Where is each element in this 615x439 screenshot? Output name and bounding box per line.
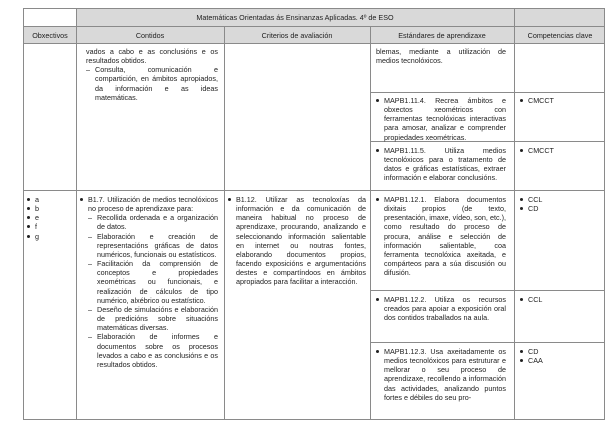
competence-item: CMCCT: [520, 146, 600, 155]
row2-competence-a-cell: [520, 195, 600, 213]
row1-competence-b-cell: [520, 146, 600, 155]
row2-objectives-cell: [27, 195, 73, 241]
objective-item: a: [27, 195, 73, 204]
standard-item: MAPB1.11.5. Utiliza medios tecnolóxicos para o tratamento de datos e gráficas estatísticas, extraer información e elaborar conclusións.: [376, 146, 506, 183]
competence-item: CMCCT: [520, 96, 600, 105]
competence-item: CAA: [520, 356, 600, 365]
grid-line: [24, 26, 605, 27]
objective-item: e: [27, 213, 73, 222]
grid-line: [76, 9, 77, 420]
criterion-item: B1.12. Utilizar as tecnoloxías da información e da comunicación de maneira habitual no proceso de aprendizaxe, procurando, analizando e seleccionando información salientable en internet ou noutras fontes, elaborando documentos propios, facendo exposicións e argumentacións destes e compartíndoos en ámbitos apropiados para facilitar a interacción.: [228, 195, 366, 287]
row2-standard-c-cell: [376, 347, 506, 420]
header-standards: Estándares de aprendizaxe: [398, 31, 486, 40]
row2-standard-b-cell: [376, 295, 506, 322]
contents-item: – Elaboración e creación de representacións gráficas de datos numéricos, funcionais ou estatísticos.: [88, 232, 218, 259]
competence-item: CD: [520, 204, 600, 213]
standard-item: MAPB1.12.1. Elabora documentos dixitais propios (de texto, presentación, imaxe, vídeo, son, etc.), como resultado do proceso de procura, análise e selección de información salientable, coa ferramenta tecnolóxica axeitada, e compárteos para a súa discusión ou difusión.: [376, 195, 506, 277]
competence-item: CCL: [520, 195, 600, 204]
row2-criteria-cell: [228, 195, 366, 287]
header-criteria: Criterios de avaliación: [261, 31, 333, 40]
contents-heading: B1.7. Utilización de medios tecnolóxicos no proceso de aprendizaxe para:: [80, 195, 218, 213]
header-contents: Contidos: [135, 31, 165, 40]
grid-line: [370, 342, 605, 343]
row1-standard-a-cell: [376, 96, 506, 142]
competence-item: CCL: [520, 295, 600, 304]
row1-competence-a-cell: [520, 96, 600, 105]
table-title: Matemáticas Orientadas ás Ensinanzas Aplicadas. 4º de ESO: [196, 13, 394, 22]
grid-line: [370, 92, 605, 93]
contents-continuation: vados a cabo e as conclusións e os resultados obtidos.: [86, 47, 218, 66]
standard-item: MAPB1.11.4. Recrea ámbitos e obxectos xeométricos con ferramentas tecnolóxicas interactivas para amosar, analizar e comprender propiedades xeométricas.: [376, 96, 506, 142]
contents-item: – Consulta, comunicación e compartición, en ámbitos apropiados, da información e as ideas matemáticas.: [86, 65, 218, 102]
grid-line: [24, 190, 605, 191]
standard-continuation: blemas, mediante a utilización de medios tecnolóxicos.: [376, 47, 506, 66]
contents-item: – Elaboración de informes e documentos sobre os procesos levados a cabo e as conclusións e os resultados obtidos.: [88, 332, 218, 369]
standard-item: MAPB1.12.2. Utiliza os recursos creados para apoiar a exposición oral dos contidos traballados na aula.: [376, 295, 506, 322]
grid-line: [370, 290, 605, 291]
header-objectives: Obxectivos: [32, 31, 68, 40]
grid-line: [514, 9, 515, 420]
grid-line: [370, 27, 371, 420]
competence-item: CD: [520, 347, 600, 356]
contents-item: – Deseño de simulacións e elaboración de predicións sobre situacións matemáticas diversas.: [88, 305, 218, 332]
row1-contents-cell: [86, 47, 218, 102]
row2-competence-c-cell: [520, 347, 600, 365]
standard-item: MAPB1.12.3. Usa axeitadamente os medios tecnolóxicos para estruturar e mellorar o seu proceso de aprendizaxe, recollendo a información das actividades, analizando puntos fortes e débiles do seu pro-: [376, 347, 506, 402]
row2-standard-a-cell: [376, 195, 506, 277]
contents-item: – Recollida ordenada e a organización de datos.: [88, 213, 218, 231]
grid-line: [24, 43, 605, 44]
objective-item: g: [27, 232, 73, 241]
row2-contents-cell: [80, 195, 218, 369]
row1-standard-b-cell: [376, 146, 506, 183]
grid-line: [224, 27, 225, 420]
curriculum-table: [23, 8, 605, 420]
row2-competence-b-cell: [520, 295, 600, 304]
row1-standard-cont-cell: [376, 47, 506, 65]
objective-item: f: [27, 222, 73, 231]
contents-item: – Facilitación da comprensión de conceptos e propiedades xeométricas ou funcionais, e realización de cálculos de tipo numérico, alxébrico ou estatístico.: [88, 259, 218, 305]
objective-item: b: [27, 204, 73, 213]
header-competences: Competencias clave: [527, 31, 593, 40]
